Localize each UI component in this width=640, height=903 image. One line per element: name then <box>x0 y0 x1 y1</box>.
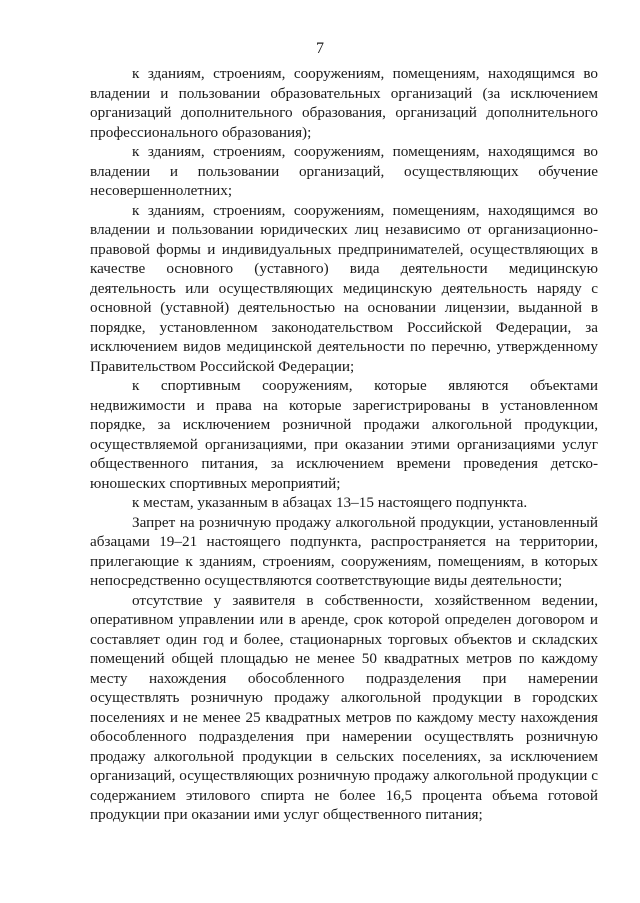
paragraph-places-reference: к местам, указанным в абзацах 13–15 настоящего подпункта. <box>132 494 528 511</box>
paragraph-premises-requirement: отсутствие у заявителя в собственности, хозяйственном ведении, оперативном управлении или в аренде, срок которой определен договором и составляет один год и более, стационарных торговых объектов и складских помещений общей площадью не менее 50 квадратных метров по каждому месту нахождения обособленного подразделения при намерении осуществлять розничную продажу алкогольной продукции в городских поселениях и не менее 25 квадратных метров по каждому месту нахождения обособленного подразделения при намерении осуществлять розничную продажу алкогольной продукции в сельских поселениях, за исключением организаций, осуществляющих розничную продажу алкогольной продукции с содержанием этилового спирта не более 16,5 процента объема готовой продукции при оказании ими услуг общественного питания; <box>90 591 598 823</box>
page-number: 7 <box>316 40 324 57</box>
paragraph-sports-facilities: к спортивным сооружениям, которые являются объектами недвижимости и права на которые зарегистрированы в установленном порядке, за исключением розничной продажи алкогольной продукции, осуществляемой организациями, при оказании этими организациями услуг общественного питания, за исключением времени проведения детско-юношеских спортивных мероприятий; <box>90 377 598 492</box>
paragraph-adjacent-territories: Запрет на розничную продажу алкогольной продукции, установленный абзацами 19–21 настоящего подпункта, распространяется на территории, прилегающие к зданиям, строениям, сооружениям, помещениям, в которых непосредственно осуществляются соответствующие виды деятельности; <box>90 513 598 589</box>
document-body <box>90 64 598 825</box>
paragraph-minors-education: к зданиям, строениям, сооружениям, помещениям, находящимся во владении и пользовании организаций, осуществляющих обучение несовершеннолетних; <box>90 143 598 199</box>
paragraph-medical-activity: к зданиям, строениям, сооружениям, помещениям, находящимся во владении и пользовании юридических лиц независимо от организационно-правовой формы и индивидуальных предпринимателей, осуществляющих в качестве основного (уставного) вида деятельности медицинскую деятельность или осуществляющих медицинскую деятельность наряду с основной (уставной) деятельностью на основании лицензии, выданной в порядке, установленном законодательством Российской Федерации, за исключением видов медицинской деятельности по перечню, утвержденному Правительством Российской Федерации; <box>90 201 598 375</box>
paragraph-educational-organizations: к зданиям, строениям, сооружениям, помещениям, находящимся во владении и пользовании образовательных организаций (за исключением организаций дополнительного образования, организаций дополнительного профессионального образования); <box>90 65 598 141</box>
